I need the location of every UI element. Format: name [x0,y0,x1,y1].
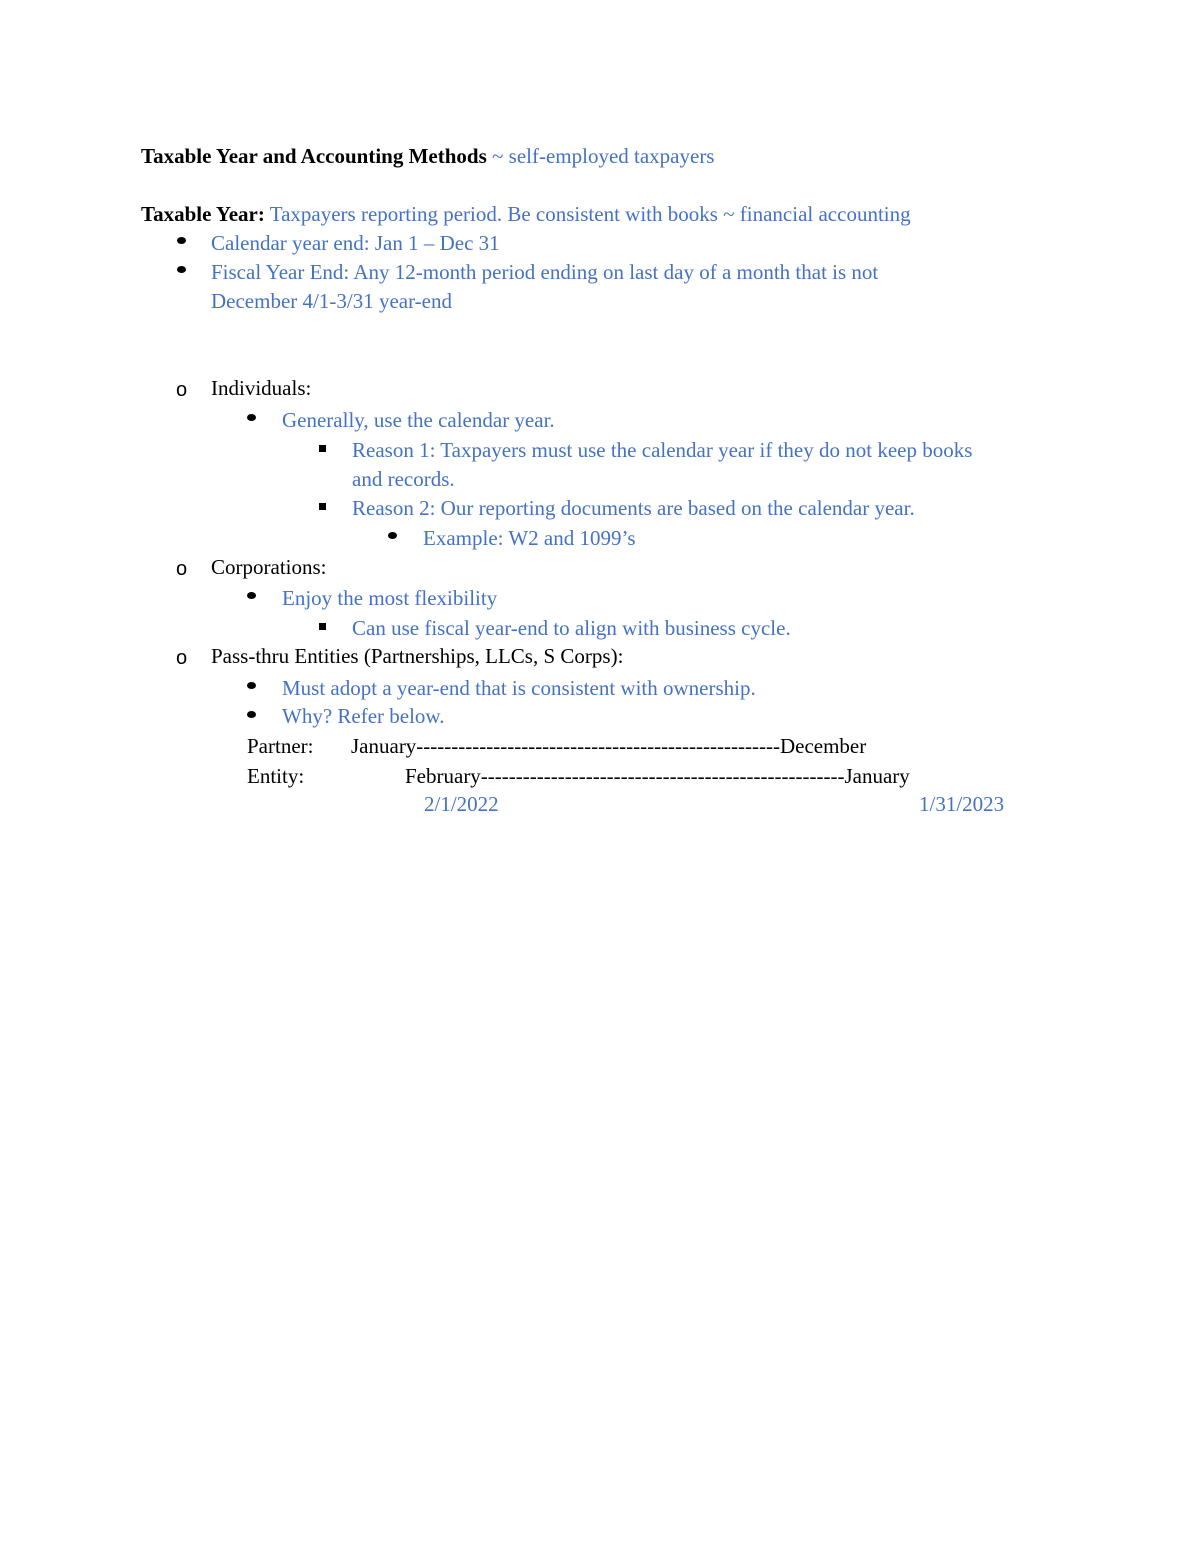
bullet-icon [177,237,186,244]
title-subtitle: ~ self-employed taxpayers [486,144,715,168]
end-date: 1/31/2023 [919,792,1005,816]
bullet-icon [247,711,256,718]
entity-label: Entity: [247,764,305,788]
square-bullet-icon [319,445,326,452]
pass-thru-point-1: Must adopt a year-end that is consistent with ownership. [282,676,756,700]
start-date: 2/1/2022 [424,792,499,816]
fiscal-year-bullet: Fiscal Year End: Any 12-month period ending on last day of a month that is not [211,260,879,284]
circle-bullet-icon: o [176,558,188,580]
individuals-point: Generally, use the calendar year. [282,408,555,432]
calendar-year-bullet: Calendar year end: Jan 1 – Dec 31 [211,231,500,255]
square-bullet-icon [319,623,326,630]
title-bold: Taxable Year and Accounting Methods [141,144,487,168]
bullet-icon [247,414,256,421]
taxable-year-definition [141,204,911,225]
taxable-year-text: Taxpayers reporting period. Be consistent with books ~ financial accounting [264,202,911,226]
partner-timeline: January----------------------------------------------------December [351,734,867,758]
pass-thru-point-2: Why? Refer below. [282,704,445,728]
example-item: Example: W2 and 1099’s [423,526,636,550]
pass-thru-heading: Pass-thru Entities (Partnerships, LLCs, S Corps): [211,644,624,668]
fiscal-year-bullet-cont: December 4/1-3/31 year-end [211,289,452,313]
partner-label: Partner: [247,734,314,758]
taxable-year-label: Taxable Year: [141,202,265,226]
corporations-sub: Can use fiscal year-end to align with business cycle. [352,616,791,640]
bullet-icon [247,682,256,689]
reason-1: Reason 1: Taxpayers must use the calendar year if they do not keep books [352,438,973,462]
reason-2: Reason 2: Our reporting documents are based on the calendar year. [352,496,915,520]
bullet-icon [388,532,397,539]
circle-bullet-icon: o [176,379,188,401]
entity-timeline: February----------------------------------------------------January [405,764,910,788]
document-title [141,146,714,167]
bullet-icon [247,592,256,599]
individuals-heading: Individuals: [211,376,312,400]
bullet-icon [177,266,186,273]
square-bullet-icon [319,503,326,510]
circle-bullet-icon: o [176,647,188,669]
corporations-heading: Corporations: [211,555,327,579]
corporations-point: Enjoy the most flexibility [282,586,498,610]
reason-1-cont: and records. [352,467,455,491]
